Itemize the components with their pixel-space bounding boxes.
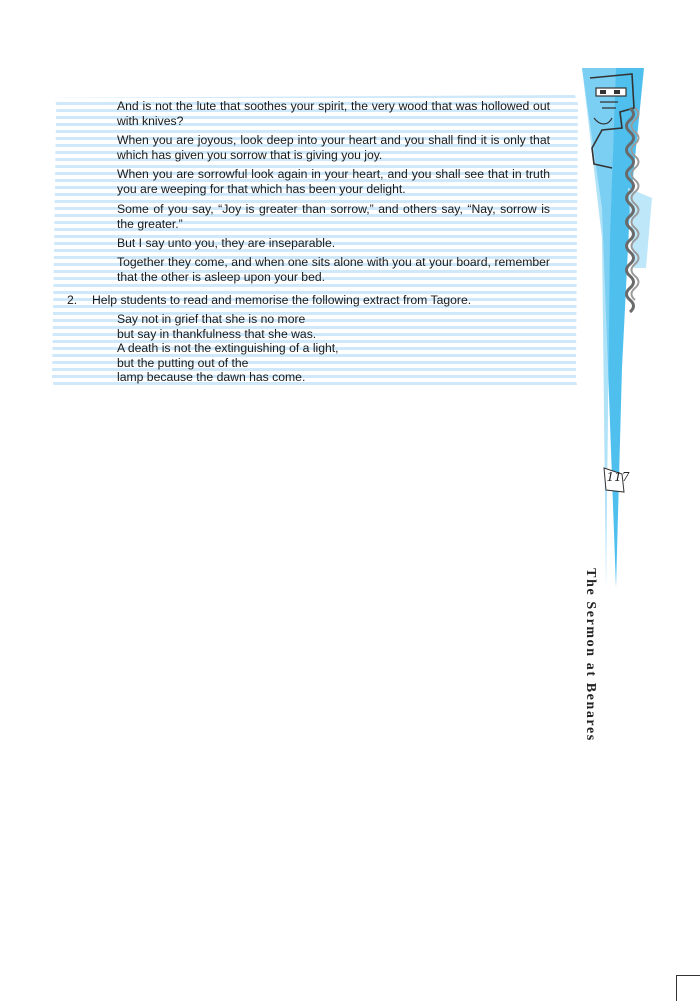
verse-paragraph-5: But I say unto you, they are inseparable. — [117, 236, 336, 250]
item-number: 2. — [67, 293, 78, 307]
poem-line: Say not in grief that she is no more — [117, 312, 306, 326]
verse-paragraph-6: Together they come, and when one sits alone with you at your board, remember that the other is asleep upon your bed. — [117, 255, 550, 284]
verse-paragraph-1: And is not the lute that soothes your spirit, the very wood that was hollowed out with knives? — [117, 99, 550, 128]
corner-mark — [676, 975, 700, 1001]
poem-line: but say in thankfulness that she was. — [117, 326, 317, 341]
decorative-side-art — [572, 68, 662, 588]
verse-paragraph-3: When you are sorrowful look again in your heart, and you shall see that in truth you are weeping for that which has been your delight. — [117, 167, 550, 196]
chapter-title: The Sermon at Benares — [583, 568, 598, 742]
poem-line: A death is not the extinguishing of a light, — [117, 341, 339, 356]
verse-paragraph-2: When you are joyous, look deep into your heart and you shall find it is only that which has given you sorrow that is giving you joy. — [117, 133, 550, 162]
tagore-poem — [117, 312, 517, 385]
item-text: Help students to read and memorise the following extract from Tagore. — [92, 293, 472, 307]
page-number: 117 — [606, 470, 630, 484]
verse-paragraph-4: Some of you say, “Joy is greater than sorrow,” and others say, “Nay, sorrow is the greater.” — [117, 202, 550, 231]
poem-line: but the putting out of the — [117, 355, 249, 370]
poem-line: lamp because the dawn has come. — [117, 370, 306, 385]
